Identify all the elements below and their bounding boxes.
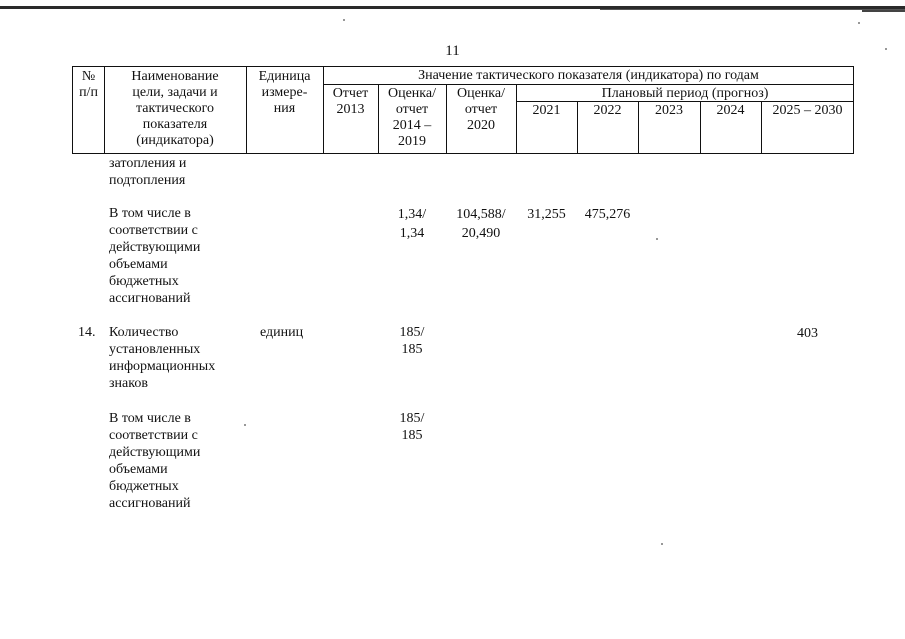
- header-year: 2021: [532, 103, 561, 118]
- row-value-2021: 31,255: [527, 207, 566, 222]
- row-value-2014-2019: 1,34/ 1,34: [397, 207, 427, 241]
- scan-speck: [244, 424, 246, 426]
- header-num: № п/п: [79, 69, 98, 100]
- scan-speck: [343, 19, 345, 21]
- row-name: Количество установленных информационных знаков: [109, 325, 216, 391]
- row-value-2014-2019: 185/ 185: [399, 325, 425, 357]
- scan-edge: [600, 9, 905, 10]
- row-name: затопления и подтопления: [109, 156, 187, 188]
- row-number: 14.: [78, 325, 96, 340]
- header-group-title: Значение тактического показателя (индикатора) по годам: [418, 68, 759, 83]
- header-2013: Отчет 2013: [332, 86, 369, 117]
- row-value-2014-2019: 185/ 185: [399, 411, 425, 443]
- scan-speck: [858, 22, 860, 24]
- header-year: 2024: [716, 103, 745, 118]
- row-value-2025-2030: 403: [797, 326, 818, 341]
- header-year: 2025 – 2030: [772, 103, 843, 118]
- scan-edge: [862, 10, 905, 12]
- header-plan-title: Плановый период (прогноз): [601, 86, 769, 101]
- header-2020: Оценка/ отчет 2020: [456, 86, 505, 133]
- row-unit: единиц: [260, 325, 304, 340]
- row-name: В том числе в соответствии с действующими объемами бюджетных ассигнований: [109, 411, 201, 511]
- row-value-2022: 475,276: [584, 207, 631, 222]
- table-border: [72, 153, 854, 154]
- table-border: [72, 66, 854, 67]
- header-name: Наименование цели, задачи и тактического показателя (индикатора): [131, 69, 219, 148]
- header-year: 2022: [593, 103, 622, 118]
- header-unit: Единица измере- ния: [258, 69, 311, 116]
- scan-speck: [656, 238, 658, 240]
- row-value-2020: 104,588/ 20,490: [456, 207, 506, 241]
- table-border: [323, 84, 854, 85]
- row-name: В том числе в соответствии с действующими объемами бюджетных ассигнований: [109, 206, 201, 306]
- header-2014-2019: Оценка/ отчет 2014 – 2019: [387, 86, 436, 149]
- page-number: 11: [445, 43, 460, 59]
- scan-speck: [661, 543, 663, 545]
- header-year: 2023: [655, 103, 683, 118]
